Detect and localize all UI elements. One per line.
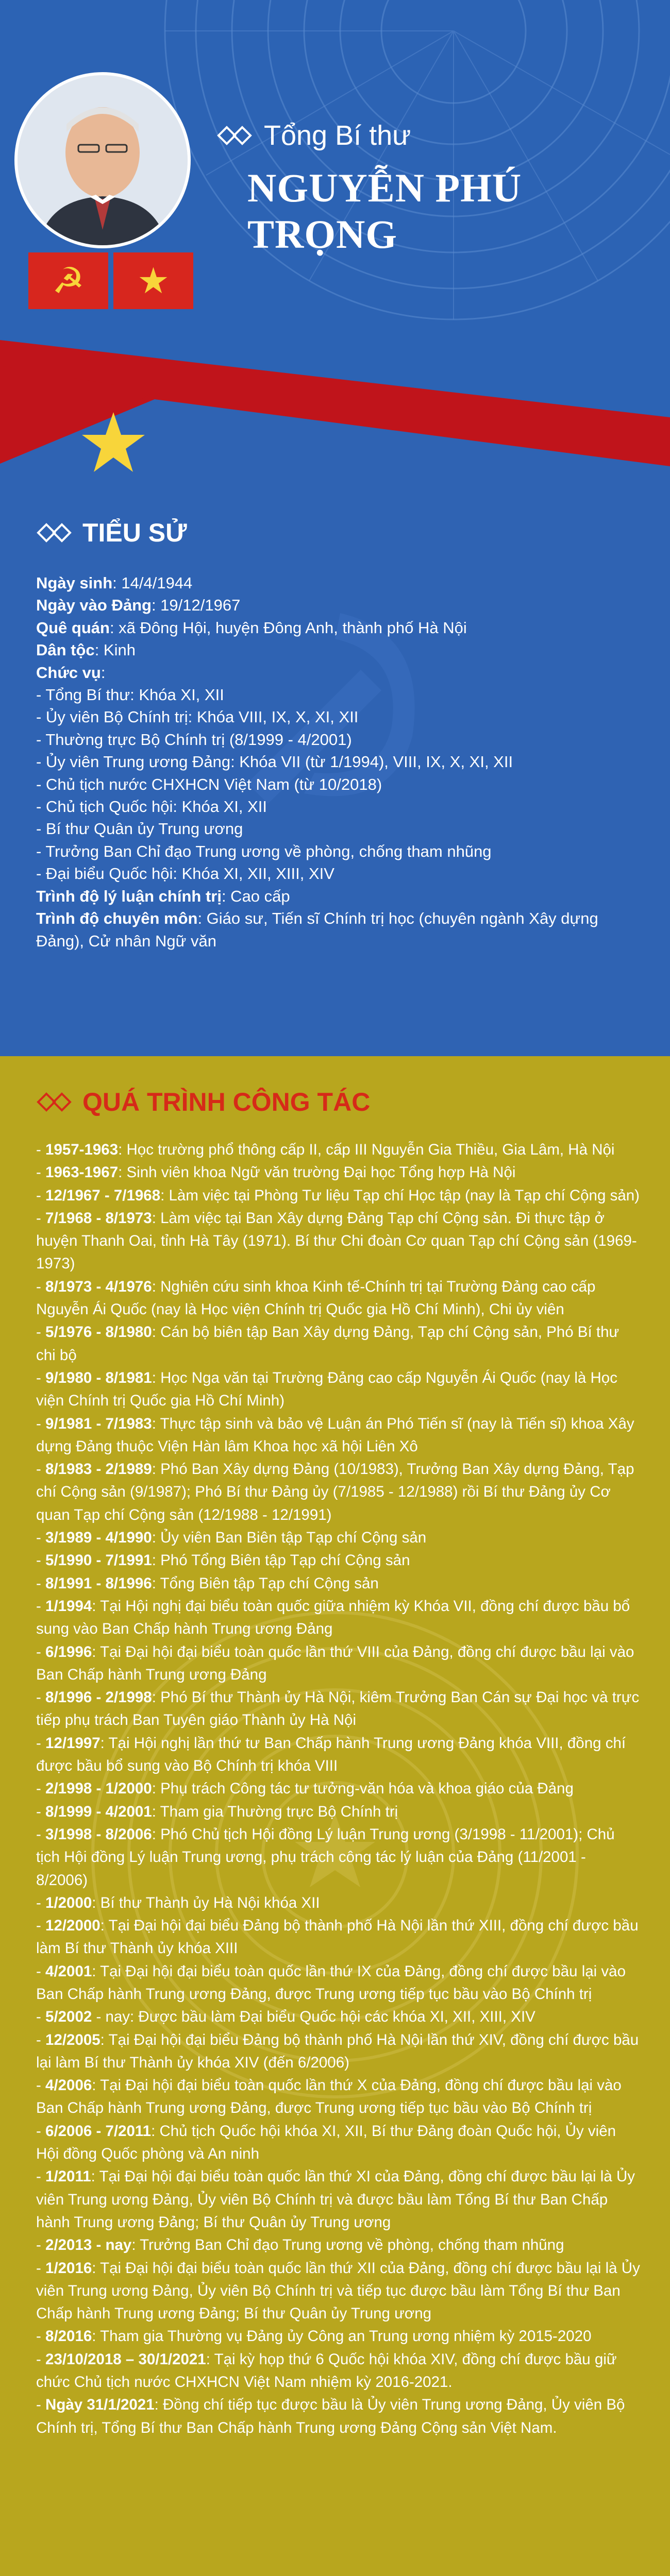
work-item-date: 8/1973 - 4/1976 <box>45 1278 152 1295</box>
work-item-date: 1/2011 <box>45 2168 91 2185</box>
work-item: - 5/2002 - nay: Được bầu làm Đại biểu Quốc hội các khóa XI, XII, XIII, XIV <box>36 2008 535 2026</box>
work-item-text: : Tổng Biên tập Tạp chí Cộng sản <box>152 1574 379 1592</box>
work-item: - 12/1967 - 7/1968: Làm việc tại Phòng Tư liệu Tạp chí Học tập (nay là Tạp chí Cộng sản) <box>36 1187 640 1204</box>
work-item-date: 1/1994 <box>45 1597 92 1615</box>
page-title: NGUYỄN PHÚ TRỌNG <box>247 165 522 257</box>
work-item: - 12/2005: Tại Đại hội đại biểu Đảng bộ thành phố Hà Nội lần thứ XIV, đồng chí được bầu lại làm Bí thư Thành ủy khóa XIV (đến 6/2006) <box>36 2031 639 2071</box>
work-item-text: : Tại Đại hội đại biểu toàn quốc lần thứ VIII của Đảng, đồng chí được bầu lại vào Ban Chấp hành Trung ương Đảng <box>36 1643 634 1683</box>
work-item-date: 6/2006 - 7/2011 <box>45 2122 152 2140</box>
work-item-date: 1/2016 <box>45 2259 92 2277</box>
bio-heading <box>36 518 187 548</box>
work-item-date: 1957-1963 <box>45 1141 119 1158</box>
work-item-text: : Làm việc tại Ban Xây dựng Đảng Tạp chí Cộng sản. Đi thực tập ở huyện Thanh Oai, tỉnh Hà Tây (1971). Bí thư Chi đoàn Cơ quan Tạp chí Cộng sản (1969-1973) <box>36 1209 637 1273</box>
bio-row <box>36 907 634 952</box>
work-item-text: : Ủy viên Ban Biên tập Tạp chí Cộng sản <box>152 1529 427 1547</box>
bio-row <box>36 594 634 616</box>
work-item-text: : Tham gia Thường trực Bộ Chính trị <box>152 1803 398 1820</box>
bio-row <box>36 818 634 840</box>
work-item-date: 3/1998 - 8/2006 <box>45 1825 152 1843</box>
work-item-date: 8/1983 - 2/1989 <box>45 1461 152 1478</box>
work-item-date: 6/1996 <box>45 1643 92 1660</box>
work-item: - 6/2006 - 7/2011: Chủ tịch Quốc hội khóa XI, XII, Bí thư Đảng đoàn Quốc hội, Ủy viên Hội đồng Quốc phòng và An ninh <box>36 2122 616 2163</box>
work-item-date: 12/1997 <box>45 1734 100 1752</box>
bio-row-text: : Kinh <box>94 641 136 659</box>
bio-row <box>36 773 634 795</box>
bio-row-text: - Chủ tịch nước CHXHCN Việt Nam (từ 10/2018) <box>36 775 382 793</box>
party-flag <box>28 252 108 309</box>
work-item-text: : Phụ trách Công tác tư tưởng-văn hóa và khoa giáo của Đảng <box>152 1780 574 1798</box>
title-small: Tổng Bí thư <box>264 120 411 151</box>
work-item-date: 8/1996 - 2/1998 <box>45 1689 152 1706</box>
work-item-date: Ngày 31/1/2021 <box>45 2396 155 2414</box>
bio-row <box>36 728 634 751</box>
work-item-text: : Đồng chí tiếp tục được bầu là Ủy viên Trung ương Đảng, Ủy viên Bộ Chính trị, Tổng Bí thư Ban Chấp hành Trung ương Đảng Cộng sản Việt Nam. <box>36 2396 625 2436</box>
bio-row-text: - Đại biểu Quốc hội: Khóa XI, XII, XIII, XIV <box>36 865 334 883</box>
work-item-text: : Tại Đại hội đại biểu toàn quốc lần thứ X của Đảng, đồng chí được bầu lại vào Ban Chấp hành Trung ương Đảng, được Trung ương tiếp tục bầu vào Bộ Chính trị <box>36 2077 622 2117</box>
work-item-date: 5/1990 - 7/1991 <box>45 1552 152 1569</box>
work-item-text: : Làm việc tại Phòng Tư liệu Tạp chí Học tập (nay là Tạp chí Cộng sản) <box>160 1187 640 1204</box>
bio-row-label: Quê quán <box>36 618 110 637</box>
work-item-date: 5/2002 <box>45 2008 92 2026</box>
work-item-date: 12/2005 <box>45 2031 100 2048</box>
work-item-date: 23/10/2018 – 30/1/2021 <box>45 2350 206 2368</box>
work-item-text: : Học Nga văn tại Trường Đảng cao cấp Nguyễn Ái Quốc (nay là Học viện Chính trị Quốc gia Hồ Chí Minh) <box>36 1369 617 1410</box>
bio-row-label: Trình độ lý luận chính trị <box>36 887 222 905</box>
bio-row-text: : 19/12/1967 <box>151 596 241 615</box>
work-heading <box>36 1087 370 1117</box>
work-item: - 1/2016: Tại Đại hội đại biểu toàn quốc lần thứ XII của Đảng, đồng chí được bầu lại là Ủy viên Trung ương Đảng, Ủy viên Bộ Chính trị và tiếp tục được bầu làm Tổng Bí thư Ban Chấp hành Trung ương Đảng; Bí thư Quân ủy Trung ương <box>36 2259 640 2323</box>
work-item-text: : Cán bộ biên tập Ban Xây dựng Đảng, Tạp chí Cộng sản, Phó Bí thư chi bộ <box>36 1324 619 1364</box>
work-item-text: - nay: Được bầu làm Đại biểu Quốc hội các khóa XI, XII, XIII, XIV <box>92 2008 535 2026</box>
work-item: - 12/2000: Tại Đại hội đại biểu Đảng bộ thành phố Hà Nội lần thứ XIII, đồng chí được bầu làm Bí thư Thành ủy khóa XIII <box>36 1917 639 1957</box>
diamond-ornament-icon <box>216 125 253 146</box>
work-item: - 23/10/2018 – 30/1/2021: Tại kỳ họp thứ 6 Quốc hội khóa XIV, đồng chí được bầu giữ chức Chủ tịch nước CHXHCN Việt Nam nhiệm kỳ 2016-2021. <box>36 2350 617 2391</box>
work-item-text: : Tại Đại hội đại biểu toàn quốc lần thứ XII của Đảng, đồng chí được bầu lại là Ủy viên Trung ương Đảng, Ủy viên Bộ Chính trị và tiếp tục được bầu làm Tổng Bí thư Ban Chấp hành Trung ương Đảng; Bí thư Quân ủy Trung ương <box>36 2259 640 2323</box>
diamond-ornament-icon <box>36 1092 72 1112</box>
work-item-text: : Phó Bí thư Thành ủy Hà Nội, kiêm Trưởng Ban Cán sự Đại học và trực tiếp phụ trách Ban Tuyên giáo Thành ủy Hà Nội <box>36 1689 640 1729</box>
work-item-date: 8/1991 - 8/1996 <box>45 1574 152 1592</box>
work-item: - 12/1997: Tại Hội nghị lần thứ tư Ban Chấp hành Trung ương Đảng khóa VIII, đồng chí được bầu bổ sung vào Bộ Chính trị khóa VIII <box>36 1734 626 1775</box>
work-item-text: : Tại Đại hội đại biểu Đảng bộ thành phố Hà Nội lần thứ XIII, đồng chí được bầu làm Bí thư Thành ủy khóa XIII <box>36 1917 639 1957</box>
bio-row-label: Ngày sinh <box>36 574 113 592</box>
hammer-sickle-icon: ☭ <box>52 261 85 301</box>
work-item-date: 12/1967 - 7/1968 <box>45 1187 161 1204</box>
work-item: - 2/1998 - 1/2000: Phụ trách Công tác tư tưởng-văn hóa và khoa giáo của Đảng <box>36 1780 574 1798</box>
work-item-text: : Tham gia Thường vụ Đảng ủy Công an Trung ương nhiệm kỳ 2015-2020 <box>92 2328 592 2345</box>
bio-row-text: : Cao cấp <box>221 887 290 905</box>
work-item: - 5/1990 - 7/1991: Phó Tổng Biên tập Tạp chí Cộng sản <box>36 1552 410 1569</box>
work-item-date: 4/2001 <box>45 1962 92 1980</box>
work-item: - 5/1976 - 8/1980: Cán bộ biên tập Ban Xây dựng Đảng, Tạp chí Cộng sản, Phó Bí thư chi bộ <box>36 1324 619 1364</box>
work-item-text: : Chủ tịch Quốc hội khóa XI, XII, Bí thư Đảng đoàn Quốc hội, Ủy viên Hội đồng Quốc phòng và An ninh <box>36 2122 616 2163</box>
work-item-text: : Nghiên cứu sinh khoa Kinh tế-Chính trị tại Trường Đảng cao cấp Nguyễn Ái Quốc (nay là Học viện Chính trị Quốc gia Hồ Chí Minh), Chi ủy viên <box>36 1278 596 1318</box>
bio-row <box>36 684 634 706</box>
diamond-ornament-icon <box>36 522 72 543</box>
work-item: - 4/2001: Tại Đại hội đại biểu toàn quốc lần thứ IX của Đảng, đồng chí được bầu lại vào Ban Chấp hành Trung ương Đảng, được Trung ương tiếp tục bầu vào Bộ Chính trị <box>36 1962 626 2003</box>
work-item-date: 2/2013 - nay <box>45 2236 132 2254</box>
bio-row-text: - Chủ tịch Quốc hội: Khóa XI, XII <box>36 798 267 816</box>
work-item-date: 9/1980 - 8/1981 <box>45 1369 152 1386</box>
national-flag <box>113 252 193 309</box>
work-item-date: 4/2006 <box>45 2077 92 2094</box>
work-item-text: : Tại Đại hội đại biểu toàn quốc lần thứ IX của Đảng, đồng chí được bầu lại vào Ban Chấp hành Trung ương Đảng, được Trung ương tiếp tục bầu vào Bộ Chính trị <box>36 1962 626 2003</box>
work-item: - 1963-1967: Sinh viên khoa Ngữ văn trường Đại học Tổng hợp Hà Nội <box>36 1164 516 1181</box>
work-item: - 6/1996: Tại Đại hội đại biểu toàn quốc lần thứ VIII của Đảng, đồng chí được bầu lại vào Ban Chấp hành Trung ương Đảng <box>36 1643 634 1683</box>
work-item-date: 12/2000 <box>45 1917 100 1935</box>
work-item-text: : Trưởng Ban Chỉ đạo Trung ương về phòng, chống tham nhũng <box>131 2236 564 2254</box>
work-item-date: 7/1968 - 8/1973 <box>45 1209 152 1227</box>
work-item: - 4/2006: Tại Đại hội đại biểu toàn quốc lần thứ X của Đảng, đồng chí được bầu lại vào Ban Chấp hành Trung ương Đảng, được Trung ương tiếp tục bầu vào Bộ Chính trị <box>36 2077 622 2117</box>
work-item-date: 9/1981 - 7/1983 <box>45 1415 152 1432</box>
work-item: - 8/1991 - 8/1996: Tổng Biên tập Tạp chí Cộng sản <box>36 1574 379 1592</box>
bio-row-text: - Ủy viên Bộ Chính trị: Khóa VIII, IX, X, XI, XII <box>36 708 359 726</box>
portrait-photo <box>14 72 191 248</box>
work-item: - 3/1989 - 4/1990: Ủy viên Ban Biên tập Tạp chí Cộng sản <box>36 1529 427 1547</box>
bio-row-text: - Tổng Bí thư: Khóa XI, XII <box>36 686 224 704</box>
bio-row <box>36 795 634 818</box>
work-item: - 7/1968 - 8/1973: Làm việc tại Ban Xây dựng Đảng Tạp chí Cộng sản. Đi thực tập ở huyện Thanh Oai, tỉnh Hà Tây (1971). Bí thư Chi đoàn Cơ quan Tạp chí Cộng sản (1969-1973) <box>36 1209 637 1273</box>
work-item-text: : Tại kỳ họp thứ 6 Quốc hội khóa XIV, đồng chí được bầu giữ chức Chủ tịch nước CHXHCN Việt Nam nhiệm kỳ 2016-2021. <box>36 2350 617 2391</box>
bio-row <box>36 617 634 639</box>
work-list <box>36 1139 642 2439</box>
bio-row-text: : Giáo sư, Tiến sĩ Chính trị học (chuyên ngành Xây dựng Đảng), Cử nhân Ngữ văn <box>36 909 598 950</box>
work-item-text: : Phó Ban Xây dựng Đảng (10/1983), Trưởng Ban Xây dựng Đảng, Tạp chí Cộng sản (9/1987); Phó Bí thư Đảng ủy (7/1985 - 12/1988) rồi Bí thư Đảng ủy Cơ quan Tạp chí Cộng sản (12/1988 - 12/1991) <box>36 1461 634 1523</box>
work-item-text: : Thực tập sinh và bảo vệ Luận án Phó Tiến sĩ (nay là Tiến sĩ) khoa Xây dựng Đảng thuộc Viện Hàn lâm Khoa học xã hội Liên Xô <box>36 1415 634 1455</box>
work-item-date: 3/1989 - 4/1990 <box>45 1529 152 1547</box>
work-item-date: 8/1999 - 4/2001 <box>45 1803 152 1820</box>
work-item: - 1/2011: Tại Đại hội đại biểu toàn quốc lần thứ XI của Đảng, đồng chí được bầu lại là Ủy viên Trung ương Đảng, Ủy viên Bộ Chính trị và được bầu làm Tổng Bí thư Ban Chấp hành Trung ương Đảng; Bí thư Quân ủy Trung ương <box>36 2168 635 2231</box>
work-item: - Ngày 31/1/2021: Đồng chí tiếp tục được bầu là Ủy viên Trung ương Đảng, Ủy viên Bộ Chính trị, Tổng Bí thư Ban Chấp hành Trung ương Đảng Cộng sản Việt Nam. <box>36 2396 625 2436</box>
bio-row-text: - Thường trực Bộ Chính trị (8/1999 - 4/2001) <box>36 730 352 749</box>
work-item: - 9/1980 - 8/1981: Học Nga văn tại Trường Đảng cao cấp Nguyễn Ái Quốc (nay là Học viện Chính trị Quốc gia Hồ Chí Minh) <box>36 1369 617 1410</box>
work-item: - 1/2000: Bí thư Thành ủy Hà Nội khóa XII <box>36 1894 320 1911</box>
work-item-date: 2/1998 - 1/2000 <box>45 1780 152 1798</box>
work-item-date: 1963-1967 <box>45 1164 119 1181</box>
work-item: - 8/2016: Tham gia Thường vụ Đảng ủy Công an Trung ương nhiệm kỳ 2015-2020 <box>36 2328 592 2345</box>
work-item-text: : Tại Hội nghị đại biểu toàn quốc giữa nhiệm kỳ Khóa VII, đồng chí được bầu bổ sung vào Ban Chấp hành Trung ương Đảng <box>36 1597 630 1638</box>
bio-row-label: Trình độ chuyên môn <box>36 909 198 928</box>
work-item-text: : Tại Hội nghị lần thứ tư Ban Chấp hành Trung ương Đảng khóa VIII, đồng chí được bầu bổ sung vào Bộ Chính trị khóa VIII <box>36 1734 626 1775</box>
work-item: - 1/1994: Tại Hội nghị đại biểu toàn quốc giữa nhiệm kỳ Khóa VII, đồng chí được bầu bổ sung vào Ban Chấp hành Trung ương Đảng <box>36 1597 630 1638</box>
bio-row-label: Ngày vào Đảng <box>36 596 152 615</box>
bio-row-text: : 14/4/1944 <box>112 574 193 592</box>
bio-list <box>36 572 634 952</box>
work-item: - 1957-1963: Học trường phổ thông cấp II, cấp III Nguyễn Gia Thiều, Gia Lâm, Hà Nội <box>36 1141 615 1158</box>
work-item-date: 8/2016 <box>45 2328 92 2345</box>
star-icon: ★ <box>137 261 170 301</box>
work-item-date: 5/1976 - 8/1980 <box>45 1324 152 1341</box>
work-item: - 8/1999 - 4/2001: Tham gia Thường trực Bộ Chính trị <box>36 1803 398 1820</box>
work-item: - 8/1983 - 2/1989: Phó Ban Xây dựng Đảng (10/1983), Trưởng Ban Xây dựng Đảng, Tạp chí Cộng sản (9/1987); Phó Bí thư Đảng ủy (7/1985 - 12/1988) rồi Bí thư Đảng ủy Cơ quan Tạp chí Cộng sản (12/1988 - 12/1991) <box>36 1461 634 1523</box>
bio-row <box>36 862 634 885</box>
bio-row <box>36 840 634 862</box>
bio-row <box>36 662 634 684</box>
work-heading-label: QUÁ TRÌNH CÔNG TÁC <box>82 1088 371 1116</box>
work-item-text: : Phó Tổng Biên tập Tạp chí Cộng sản <box>152 1552 410 1569</box>
work-item: - 2/2013 - nay: Trưởng Ban Chỉ đạo Trung ương về phòng, chống tham nhũng <box>36 2236 564 2254</box>
bio-row <box>36 706 634 728</box>
bio-row-label: Chức vụ <box>36 663 101 682</box>
bio-row <box>36 572 634 594</box>
bio-row-text: : xã Đông Hội, huyện Đông Anh, thành phố Hà Nội <box>109 618 467 637</box>
work-item-date: 1/2000 <box>45 1894 92 1911</box>
work-item-text: : Bí thư Thành ủy Hà Nội khóa XII <box>92 1894 320 1911</box>
work-item-text: : Sinh viên khoa Ngữ văn trường Đại học Tổng hợp Hà Nội <box>118 1164 516 1181</box>
bio-row-text: : <box>100 663 106 682</box>
work-item: - 8/1996 - 2/1998: Phó Bí thư Thành ủy Hà Nội, kiêm Trưởng Ban Cán sự Đại học và trực tiếp phụ trách Ban Tuyên giáo Thành ủy Hà Nội <box>36 1689 640 1729</box>
work-item-text: : Tại Đại hội đại biểu Đảng bộ thành phố Hà Nội lần thứ XIV, đồng chí được bầu lại làm Bí thư Thành ủy khóa XIV (đến 6/2006) <box>36 2031 639 2071</box>
bio-heading-label: TIỂU SỬ <box>82 518 187 547</box>
work-item-text: : Học trường phổ thông cấp II, cấp III Nguyễn Gia Thiều, Gia Lâm, Hà Nội <box>118 1141 615 1158</box>
work-item-text: : Phó Chủ tịch Hội đồng Lý luận Trung ương (3/1998 - 11/2001); Chủ tịch Hội đồng Lý luận Trung ương, phụ trách công tác lý luận của Đảng (11/2001 - 8/2006) <box>36 1825 615 1889</box>
work-item: - 9/1981 - 7/1983: Thực tập sinh và bảo vệ Luận án Phó Tiến sĩ (nay là Tiến sĩ) khoa Xây dựng Đảng thuộc Viện Hàn lâm Khoa học xã hội Liên Xô <box>36 1415 634 1455</box>
bio-row <box>36 885 634 907</box>
bio-row-text: - Trưởng Ban Chỉ đạo Trung ương về phòng, chống tham nhũng <box>36 842 492 860</box>
work-item: - 3/1998 - 8/2006: Phó Chủ tịch Hội đồng Lý luận Trung ương (3/1998 - 11/2001); Chủ tịch Hội đồng Lý luận Trung ương, phụ trách công tác lý luận của Đảng (11/2001 - 8/2006) <box>36 1825 615 1889</box>
bio-row-text: - Bí thư Quân ủy Trung ương <box>36 820 243 838</box>
title-row <box>216 120 411 151</box>
work-item-text: : Tại Đại hội đại biểu toàn quốc lần thứ XI của Đảng, đồng chí được bầu lại là Ủy viên Trung ương Đảng, Ủy viên Bộ Chính trị và được bầu làm Tổng Bí thư Ban Chấp hành Trung ương Đảng; Bí thư Quân ủy Trung ương <box>36 2168 635 2231</box>
work-item: - 8/1973 - 4/1976: Nghiên cứu sinh khoa Kinh tế-Chính trị tại Trường Đảng cao cấp Nguyễn Ái Quốc (nay là Học viện Chính trị Quốc gia Hồ Chí Minh), Chi ủy viên <box>36 1278 596 1318</box>
banner-star-icon <box>80 412 147 474</box>
bio-row <box>36 751 634 773</box>
bio-row <box>36 639 634 661</box>
bio-row-text: - Ủy viên Trung ương Đảng: Khóa VII (từ 1/1994), VIII, IX, X, XI, XII <box>36 753 513 771</box>
bio-row-label: Dân tộc <box>36 641 95 659</box>
